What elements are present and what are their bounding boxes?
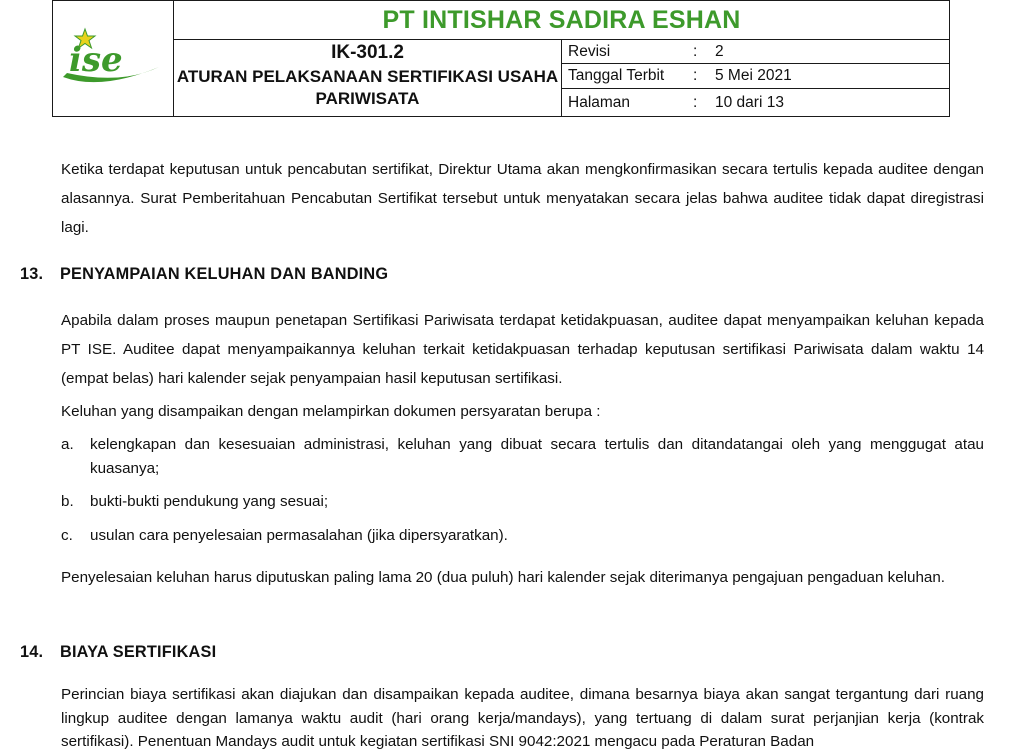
ise-logo [61, 27, 165, 89]
section-number: 13. [20, 265, 44, 283]
document-meta [562, 40, 950, 117]
section-13-paragraph-3: Penyelesaian keluhan harus diputuskan paling lama 20 (dua puluh) hari kalender sejak diterimanya pengajuan pengaduan keluhan. [61, 569, 946, 586]
meta-label: Revisi [568, 42, 611, 60]
section-14-heading [20, 643, 216, 662]
list-item [61, 524, 984, 548]
list-text: usulan cara penyelesaian permasalahan (jika dipersyaratkan). [90, 527, 508, 544]
list-text: bukti-bukti pendukung yang sesuai; [90, 493, 329, 510]
section-13-paragraph-1: Apabila dalam proses maupun penetapan Sertifikasi Pariwisata terdapat ketidakpuasan, auditee dapat menyampaikan keluhan kepada PT ISE. Auditee dapat menyampaikannya keluhan terkait ketidakpuasan terhadap keputusan sertifikasi Pariwisata dalam waktu 14 (empat belas) hari kalender sejak penyampaian hasil keputusan sertifikasi. [61, 312, 984, 387]
meta-value: 5 Mei 2021 [715, 67, 792, 84]
meta-row-halaman [562, 89, 949, 116]
meta-row-tanggal [562, 64, 949, 89]
meta-colon: : [693, 67, 698, 84]
list-item [61, 490, 984, 514]
list-text: kelengkapan dan kesesuaian administrasi, keluhan yang dibuat secara tertulis dan ditandatangai oleh yang menggugat atau kuasanya; [90, 436, 984, 477]
meta-row-revisi [562, 40, 949, 64]
logo-text: ise [69, 40, 123, 80]
list-marker: c. [61, 527, 73, 544]
list-marker: b. [61, 493, 74, 510]
meta-value: 10 dari 13 [715, 93, 784, 111]
list-marker: a. [61, 436, 74, 453]
meta-colon: : [693, 93, 698, 111]
section-13-heading [20, 265, 388, 284]
logo-cell [53, 1, 174, 117]
company-name: PT INTISHAR SADIRA ESHAN [174, 1, 950, 40]
meta-colon: : [693, 42, 698, 60]
section-title: BIAYA SERTIFIKASI [60, 643, 217, 661]
document-title: ATURAN PELAKSANAAN SERTIFIKASI USAHA PARIWISATA [176, 67, 559, 108]
document-code: IK-301.2 [331, 42, 404, 63]
meta-label: Halaman [568, 93, 631, 111]
intro-paragraph: Ketika terdapat keputusan untuk pencabutan sertifikat, Direktur Utama akan mengkonfirmasikan secara tertulis kepada auditee dengan alasannya. Surat Pemberitahuan Pencabutan Sertifikat tersebut untuk menyatakan secara jelas bahwa auditee tidak dapat diregistrasi lagi. [61, 161, 984, 236]
section-14-paragraph-1: Perincian biaya sertifikasi akan diajukan dan disampaikan kepada auditee, dimana besarnya biaya akan sangat tergantung dari ruang lingkup auditee dengan lamanya waktu audit (hari orang kerja/mandays), yang tertuang di dalam surat perjanjian kerja (kontrak sertifikasi). Penentuan Mandays audit untuk kegiatan sertifikasi SNI 9042:2021 mengacu pada Peraturan Badan [61, 686, 984, 750]
list-item [61, 433, 984, 481]
document-title-cell [174, 40, 562, 117]
section-number: 14. [20, 643, 44, 661]
section-title: PENYAMPAIAN KELUHAN DAN BANDING [60, 265, 389, 283]
document-header [52, 0, 950, 117]
meta-label: Tanggal Terbit [568, 67, 665, 84]
meta-value: 2 [715, 42, 724, 60]
section-13-paragraph-2: Keluhan yang disampaikan dengan melampirkan dokumen persyaratan berupa : [61, 403, 601, 420]
